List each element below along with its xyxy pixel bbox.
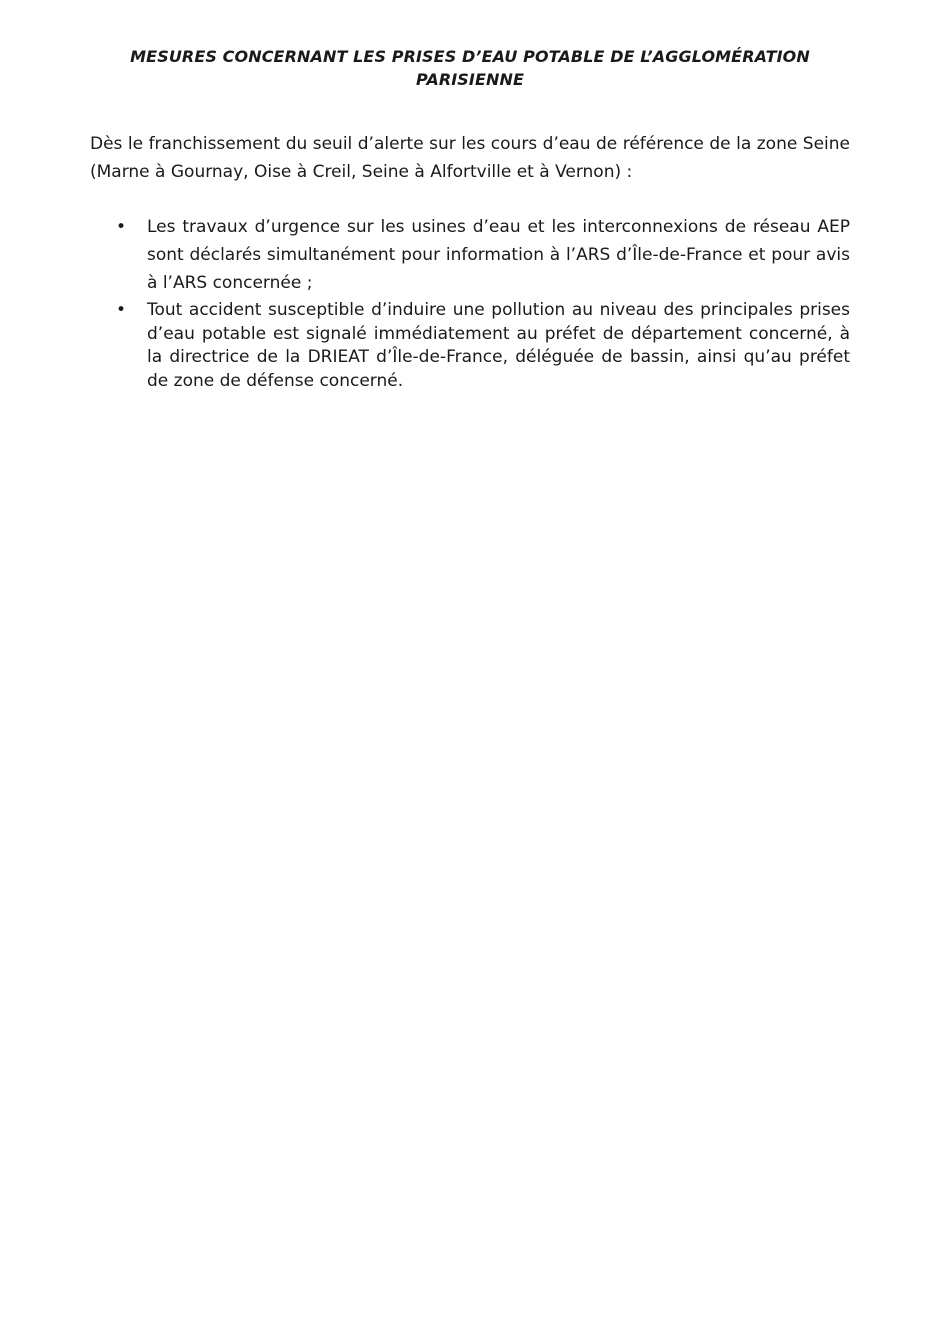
- bullet-marker: •: [116, 217, 127, 237]
- measures-list: [90, 213, 850, 393]
- intro-paragraph: Dès le franchissement du seuil d’alerte sur les cours d’eau de référence de la zone Seine (Marne à Gournay, Oise à Creil, Seine à Alfortville et à Vernon) :: [90, 134, 850, 182]
- list-item: [90, 299, 850, 393]
- list-item: [90, 213, 850, 297]
- measure-text: Les travaux d’urgence sur les usines d’eau et les interconnexions de réseau AEP sont déclarés simultanément pour information à l’ARS d’Île-de-France et pour avis à l’ARS concernée ;: [147, 217, 850, 293]
- measure-text: Tout accident susceptible d’induire une pollution au niveau des principales prises d’eau potable est signalé immédiatement au préfet de département concerné, à la directrice de la DRIEAT d’Île-de-France, déléguée de bassin, ainsi qu’au préfet de zone de défense concerné.: [147, 300, 850, 391]
- bullet-marker: •: [116, 300, 127, 320]
- document-title: MESURES CONCERNANT LES PRISES D’EAU POTABLE DE L’AGGLOMÉRATION PARISIENNE: [130, 47, 810, 89]
